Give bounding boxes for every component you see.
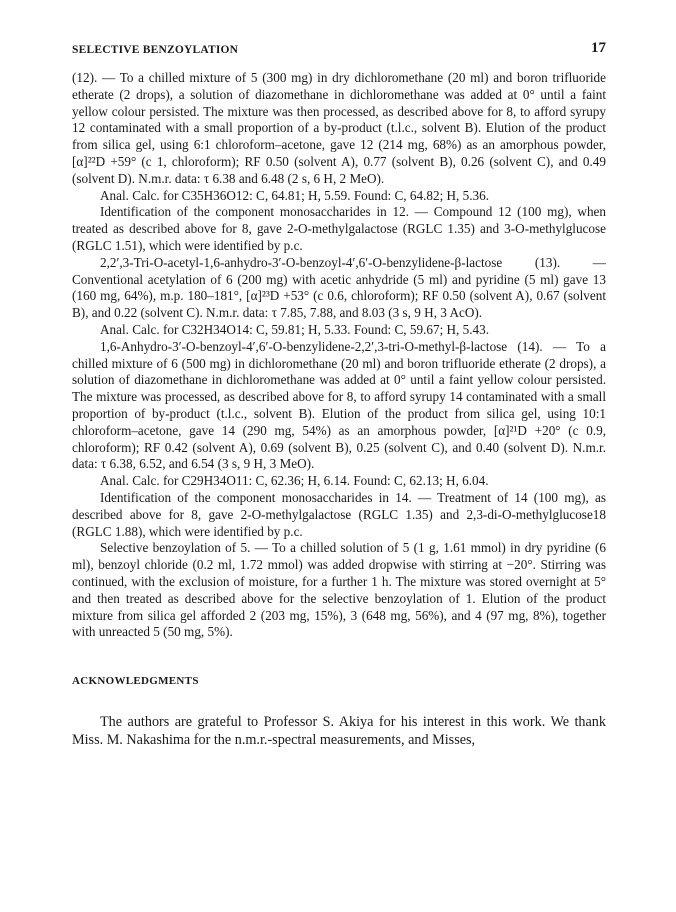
paragraph-compound-13: 2,2′,3-Tri-O-acetyl-1,6-anhydro-3′-O-benzoyl-4′,6′-O-benzylidene-β-lactose (13). — Conventional acetylation of 6 (200 mg) with acetic anhydride (5 ml) and pyridine (5 ml) gave 13 (160 mg, 64%), m.p. 180–181°, [α]²³D +53° (c 0.6, chloroform); RF 0.50 (solvent A), 0.67 (solvent B), and 0.22 (solvent C). N.m.r. data: τ 7.85, 7.88, and 8.03 (3 s, 9 H, 3 AcO). [72,254,606,321]
paragraph-selective-benzoylation-5: Selective benzoylation of 5. — To a chilled solution of 5 (1 g, 1.61 mmol) in dry pyridine (6 ml), benzoyl chloride (0.2 ml, 1.72 mmol) was added dropwise with stirring at −20°. Stirring was continued, with the exclusion of moisture, for a further 1 h. The mixture was stored overnight at 5° and then treated as described above for the selective benzoylation of 1. Elution of the product mixture from silica gel afforded 2 (203 mg, 15%), 3 (648 mg, 56%), and 4 (97 mg, 8%), together with unreacted 5 (50 mg, 5%). [72,540,606,640]
paragraph-analysis-14: Anal. Calc. for C29H34O11: C, 62.36; H, 6.14. Found: C, 62.13; H, 6.04. [100,473,489,489]
acknowledgments-text: The authors are grateful to Professor S. Akiya for his interest in this work. We thank Miss. M. Nakashima for the n.m.r.-spectral measurements, and Misses, [72,714,606,749]
page-number: 17 [591,40,606,56]
paragraph-identification-14: Identification of the component monosaccharides in 14. — Treatment of 14 (100 mg), as described above for 8, gave 2-O-methylgalactose (RGLC 1.35) and 2,3-di-O-methylglucose18 (RGLC 1.88), which were identified by p.c. [72,489,606,539]
paragraph-analysis-13: Anal. Calc. for C32H34O14: C, 59.81; H, 5.33. Found: C, 59.67; H, 5.43. [100,321,490,337]
acknowledgments-heading: ACKNOWLEDGMENTS [72,675,199,688]
paragraph-identification-12: Identification of the component monosaccharides in 12. — Compound 12 (100 mg), when treated as described above for 8, gave 2-O-methylgalactose (RGLC 1.35) and 3-O-methylglucose (RGLC 1.51), which were identified by p.c. [72,204,606,253]
running-head [72,40,606,60]
paragraph-analysis-12: Anal. Calc. for C35H36O12: C, 64.81; H, 5.59. Found: C, 64.82; H, 5.36. [100,187,490,203]
experimental-section [72,70,606,641]
paragraph-compound-14: 1,6-Anhydro-3′-O-benzoyl-4′,6′-O-benzylidene-2,2′,3-tri-O-methyl-β-lactose (14). — To a chilled mixture of 6 (500 mg) in dichloromethane (20 ml) and boron trifluoride etherate (2 drops), a solution of diazomethane in dichloromethane was added at 0° until a faint yellow colour persisted. The mixture was processed, as described above for 8, to afford syrupy 14 contaminated with a small proportion of by-product (t.l.c., solvent B). Elution of the product from silica gel, using 10:1 chloroform–acetone, gave 14 (290 mg, 54%) as an amorphous powder, [α]²¹D +20° (c 0.9, chloroform); RF 0.42 (solvent A), 0.69 (solvent B), 0.25 (solvent C), and 0.40 (solvent D). N.m.r. data: τ 6.38, 6.52, and 6.54 (3 s, 9 H, 3 MeO). [72,338,606,472]
running-title: SELECTIVE BENZOYLATION [72,44,239,56]
paragraph-compound-12-preparation: (12). — To a chilled mixture of 5 (300 mg) in dry dichloromethane (20 ml) and boron trifluoride etherate (2 drops), a solution of diazomethane in dichloromethane was added at 0° until a faint yellow colour persisted. The mixture was then processed, as described above for 8, to afford syrupy 12 contaminated with a small proportion of a by-product (t.l.c., solvent B). Elution of the product from silica gel, using 6:1 chloroform–acetone, gave 12 (214 mg, 68%) as an amorphous powder, [α]²²D +59° (c 1, chloroform); RF 0.50 (solvent A), 0.77 (solvent B), 0.26 (solvent C), and 0.49 (solvent D). N.m.r. data: τ 6.38 and 6.48 (2 s, 6 H, 2 MeO). [72,70,606,186]
journal-page [72,40,606,749]
